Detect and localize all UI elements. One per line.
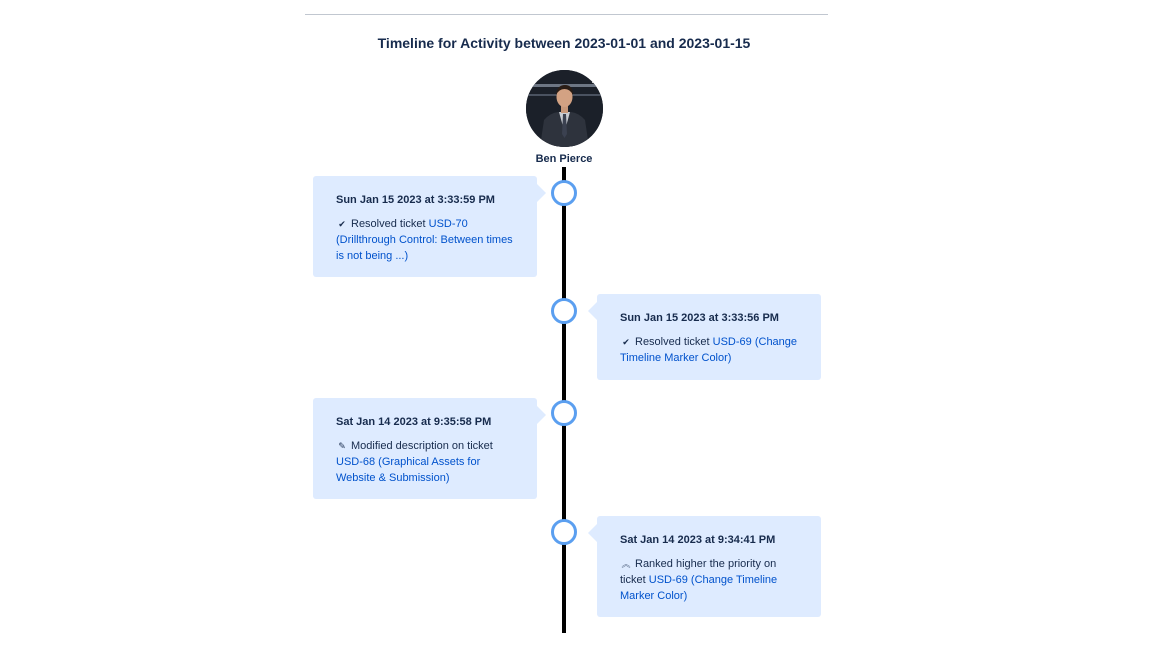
event-date: Sat Jan 14 2023 at 9:35:58 PM [336,416,492,428]
check-icon: ✔ [622,337,630,347]
event-action: Modified description on ticket [351,440,493,452]
top-divider [305,14,828,15]
pencil-icon: ✎ [338,441,346,451]
event-date: Sun Jan 15 2023 at 3:33:56 PM [620,312,779,324]
timeline-event-card [597,294,821,380]
event-description [336,438,517,486]
timeline-title: Timeline for Activity between 2023-01-01 and 2023-01-15 [377,35,751,51]
event-description [336,216,517,264]
event-description [620,334,801,366]
double-chevron-up-icon: ︽ [621,559,631,569]
avatar-photo-icon [526,70,603,147]
timeline-marker [551,519,577,545]
event-action: Resolved ticket [635,336,710,348]
event-date: Sat Jan 14 2023 at 9:34:41 PM [620,534,776,546]
timeline-event-card [313,398,537,499]
event-description [620,556,801,604]
check-icon: ✔ [338,219,346,229]
event-date: Sun Jan 15 2023 at 3:33:59 PM [336,194,495,206]
ticket-link[interactable]: USD-69 (Change Timeline Marker Color) [620,336,798,364]
user-name: Ben Pierce [535,153,593,165]
ticket-link[interactable]: USD-69 (Change Timeline Marker Color) [620,574,778,602]
timeline-event-card [597,516,821,617]
ticket-link[interactable]: USD-70 (Drillthrough Control: Between times is not being ...) [336,218,513,262]
user-avatar[interactable] [526,70,603,147]
timeline-event-card [313,176,537,277]
ticket-link[interactable]: USD-68 (Graphical Assets for Website & Submission) [336,456,481,484]
timeline-marker [551,400,577,426]
event-action: Ranked higher the priority on ticket [620,558,777,586]
timeline-marker [551,298,577,324]
event-action: Resolved ticket [351,218,426,230]
timeline-marker [551,180,577,206]
